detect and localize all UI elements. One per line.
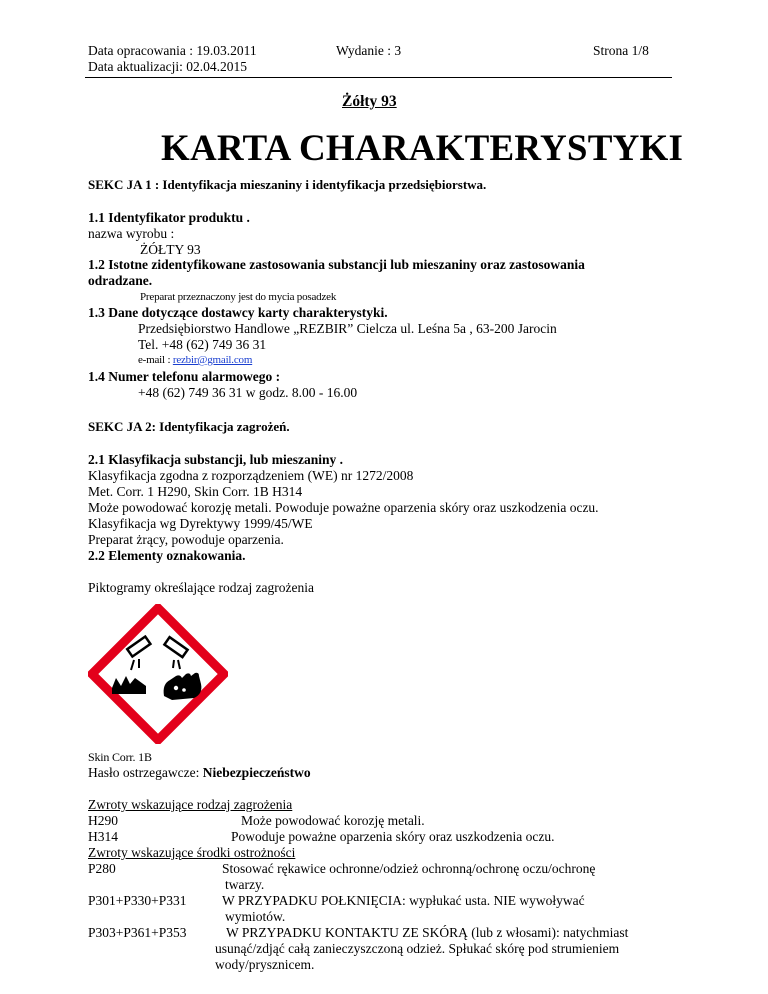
supplier: Przedsiębiorstwo Handlowe „REZBIR” Cielcza ul. Leśna 5a , 63-200 Jarocin [138,321,557,336]
emergency-phone: +48 (62) 749 36 31 w godz. 8.00 - 16.00 [138,385,358,400]
precaution-text: Stosować rękawice ochronne/odzież ochronną/ochronę oczu/ochronę [222,861,596,876]
header-divider [85,77,672,78]
precaution-code: P280 [88,861,116,876]
classification-line: Preparat żrący, powoduje oparzenia. [88,532,284,547]
product-name-label: nazwa wyrobu : [88,226,175,241]
precaution-text: usunąć/zdjąć całą zanieczyszczoną odzież. Spłukać skórę pod strumieniem [215,941,620,956]
precaution-heading: Zwroty wskazujące środki ostrożności [88,845,296,860]
precaution-text: W PRZYPADKU KONTAKTU ZE SKÓRĄ (lub z włosami): natychmiast [226,925,629,940]
date-updated: Data aktualizacji: 02.04.2015 [88,59,247,74]
skin-corr-label: Skin Corr. 1B [88,750,152,764]
product-title: Żółty 93 [342,93,397,110]
edition: Wydanie : 3 [336,43,402,58]
hazard-text: Powoduje poważne oparzenia skóry oraz uszkodzenia oczu. [231,829,555,844]
hazard-heading: Zwroty wskazujące rodzaj zagrożenia [88,797,293,812]
classification-line: Może powodować korozję metali. Powoduje poważne oparzenia skóry oraz uszkodzenia oczu. [88,500,599,515]
s22-heading: 2.2 Elementy oznakowania. [88,548,246,563]
s11-heading: 1.1 Identyfikator produktu . [88,210,250,225]
document-title: KARTA CHARAKTERYSTYKI [161,128,684,169]
hazard-code: H290 [88,813,118,828]
product-name: ŻÓŁTY 93 [140,242,201,257]
signal-label: Hasło ostrzegawcze: [88,765,203,780]
date-created: Data opracowania : 19.03.2011 [88,43,257,58]
classification-line: Klasyfikacja wg Dyrektywy 1999/45/WE [88,516,313,531]
signal-word-row [88,765,311,781]
email-link[interactable]: rezbir@gmail.com [172,354,253,366]
section2-heading: SEKC JA 2: Identyfikacja zagrożeń. [88,419,290,434]
pictogram-label: Piktogramy określające rodzaj zagrożenia [88,580,315,595]
s14-heading: 1.4 Numer telefonu alarmowego : [88,369,281,384]
s13-heading: 1.3 Dane dotyczące dostawcy karty charakterystyki. [88,305,388,320]
page-number: Strona 1/8 [593,43,649,58]
precaution-text: twarzy. [225,877,265,892]
signal-word: Niebezpieczeństwo [202,765,311,780]
precaution-code: P303+P361+P353 [88,925,187,940]
classification-line: Met. Corr. 1 H290, Skin Corr. 1B H314 [88,484,303,499]
classification-line: Klasyfikacja zgodna z rozporządzeniem (WE) nr 1272/2008 [88,468,414,483]
s12-heading-line2: odradzane. [88,273,153,288]
email-label: e-mail : [138,354,173,366]
precaution-text: wody/prysznicem. [215,957,315,972]
section1-heading: SEKC JA 1 : Identyfikacja mieszaniny i identyfikacja przedsiębiorstwa. [88,177,487,192]
precaution-text: wymiotów. [225,909,286,924]
email-row [138,354,252,366]
supplier-phone: Tel. +48 (62) 749 36 31 [138,337,267,352]
corrosion-ghs05-icon [88,604,228,744]
hazard-code: H314 [88,829,118,844]
s21-heading: 2.1 Klasyfikacja substancji, lub mieszaniny . [88,452,344,467]
precaution-text: W PRZYPADKU POŁKNIĘCIA: wypłukać usta. NIE wywoływać [222,893,585,908]
s12-heading-line1: 1.2 Istotne zidentyfikowane zastosowania substancji lub mieszaniny oraz zastosowania [88,257,585,272]
intended-use: Preparat przeznaczony jest do mycia posadzek [140,291,337,303]
precaution-code: P301+P330+P331 [88,893,187,908]
hazard-text: Może powodować korozję metali. [241,813,425,828]
